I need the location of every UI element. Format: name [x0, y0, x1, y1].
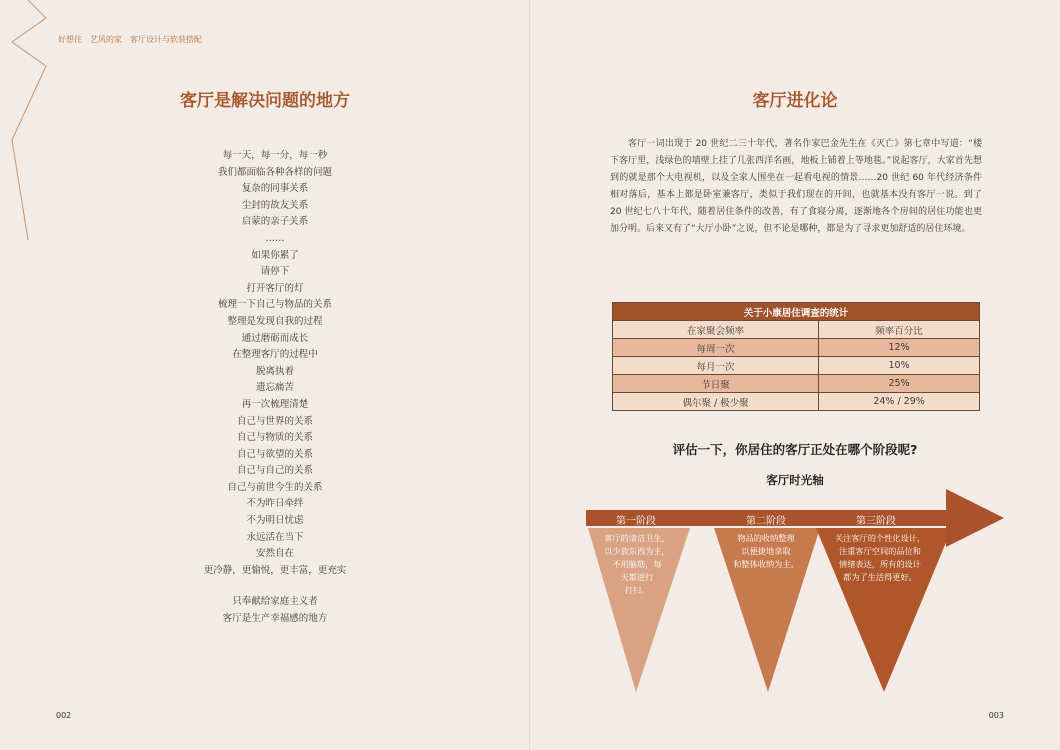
page-number: 002: [56, 711, 72, 720]
question-heading: 评估一下，你居住的客厅正处在哪个阶段呢?: [672, 442, 918, 457]
header-item: 客厅设计与软装搭配: [130, 35, 202, 44]
poem-line: 永远活在当下: [246, 531, 304, 543]
stage-description-line: 情绪表达，所有的设计: [839, 559, 921, 569]
stage-2-description: [715, 532, 817, 571]
stage-description-line: 关注客厅的个性化设计，: [834, 533, 926, 543]
poem-line: 自己与欲望的关系: [236, 448, 313, 460]
stage-3-label: 第三阶段: [856, 516, 896, 527]
poem: [170, 148, 380, 579]
poem-line: 自己与物质的关系: [236, 432, 313, 444]
page-number: 003: [988, 711, 1004, 720]
stage-description-line: 打扫。: [624, 585, 650, 595]
poem-dedication: [170, 594, 380, 627]
header-item: 艺风的家: [90, 35, 122, 44]
poem-line: 不为明日忧虑: [246, 515, 304, 527]
intro-paragraph: 客厅一词出现于 20 世纪二三十年代，著名作家巴金先生在《灭亡》第七章中写道：“楼下客厅里，浅绿色的墙壁上挂了几张西洋名画，地板上铺着上等地毯。”说起客厅，大家首先想到的就是那个大电视机，以及全家人围坐在一起看电视的情景……20 世纪 60 年代经济条件相对落后，基本上都是卧室兼客厅，类似于我们现在的开间，也就基本没有客厅一说。到了 20 世纪七八十年代，随着居住条件的改善，有了食寝分离，逐渐地各个房间的居住功能也更加分明。后来又有了“大厅小卧”之说，但不论是哪种，都是为了寻求更加舒适的居住环境。: [610, 139, 982, 234]
stage-1-description: [592, 532, 682, 597]
poem-line: 每一天，每一分，每一秒: [222, 150, 328, 161]
poem-line: 整理是发现自我的过程: [227, 315, 323, 327]
table-header-cell: 频率百分比: [819, 321, 980, 339]
poem-line: 不为昨日牵绊: [246, 498, 304, 510]
poem-line: ……: [265, 232, 285, 244]
table-cell: 24% / 29%: [819, 393, 980, 411]
poem-line: 脱离执着: [255, 365, 294, 377]
header-item: 好想住: [58, 35, 82, 44]
table-cell: 节日聚: [613, 375, 819, 393]
table-row: [613, 375, 980, 393]
table-cell: 每周一次: [613, 339, 819, 357]
stage-description-line: 以少放东西为主，: [604, 546, 670, 556]
poem-line: 梳理一下自己与物品的关系: [217, 299, 332, 311]
stage-description-line: 客厅的清洁卫生，: [604, 533, 670, 543]
table-header-cell: 在家聚会频率: [613, 321, 819, 339]
stage-description-line: 天都进行: [620, 572, 654, 582]
poem-line: 自己与前世今生的关系: [227, 481, 323, 493]
timeline-title: 客厅时光轴: [766, 473, 824, 487]
stage-description-line: 以便捷地拿取: [741, 546, 791, 556]
survey-table: [612, 302, 980, 411]
page-title: 客厅是解决问题的地方: [180, 91, 350, 111]
poem-line: 只奉献给家庭主义者: [232, 596, 318, 607]
poem-line: 再一次梳理清楚: [241, 398, 309, 410]
table-row: [613, 393, 980, 411]
poem-line: 在整理客厅的过程中: [232, 349, 318, 361]
stage-3-description: [822, 532, 938, 584]
stage-description-line: 注重客厅空间的品位和: [839, 546, 921, 556]
poem-line: 客厅是生产幸福感的地方: [222, 612, 328, 624]
table-cell: 12%: [819, 339, 980, 357]
stage-description-line: 和整体收纳为主。: [733, 559, 799, 569]
stage-2-label: 第二阶段: [746, 516, 786, 527]
poem-line: 复杂的同事关系: [241, 183, 309, 195]
stage-description-line: 都为了生活得更好。: [843, 572, 917, 582]
zigzag-decoration: [0, 0, 60, 750]
poem-line: 打开客厅的灯: [246, 282, 304, 294]
right-page: [530, 0, 1060, 750]
stage-description-line: 物品的收纳整理: [737, 533, 795, 543]
running-header: [58, 34, 202, 45]
stage-description-line: 不用脑筋，每: [612, 559, 662, 569]
poem-line: 自己与世界的关系: [236, 415, 313, 427]
table-cell: 每月一次: [613, 357, 819, 375]
poem-line: 启蒙的亲子关系: [241, 216, 309, 228]
table-row: [613, 357, 980, 375]
poem-line: 尘封的故友关系: [241, 199, 309, 211]
table-row: [613, 339, 980, 357]
poem-line: 通过磨砺而成长: [241, 332, 309, 344]
table-cell: 10%: [819, 357, 980, 375]
stage-1-label: 第一阶段: [616, 516, 656, 527]
poem-line: 我们都面临各种各样的问题: [217, 166, 332, 178]
table-caption: 关于小康居住调查的统计: [613, 303, 980, 321]
poem-line: 如果你累了: [251, 249, 299, 261]
poem-line: 遗忘痛苦: [255, 382, 294, 394]
table-cell: 偶尔聚 / 极少聚: [613, 393, 819, 411]
table-cell: 25%: [819, 375, 980, 393]
poem-line: 更冷静，更愉悦，更丰富，更充实: [203, 564, 347, 576]
poem-line: 安然自在: [255, 548, 294, 560]
section-title: 客厅进化论: [752, 91, 838, 111]
poem-line: 自己与自己的关系: [236, 465, 313, 477]
poem-line: 请停下: [260, 266, 290, 278]
